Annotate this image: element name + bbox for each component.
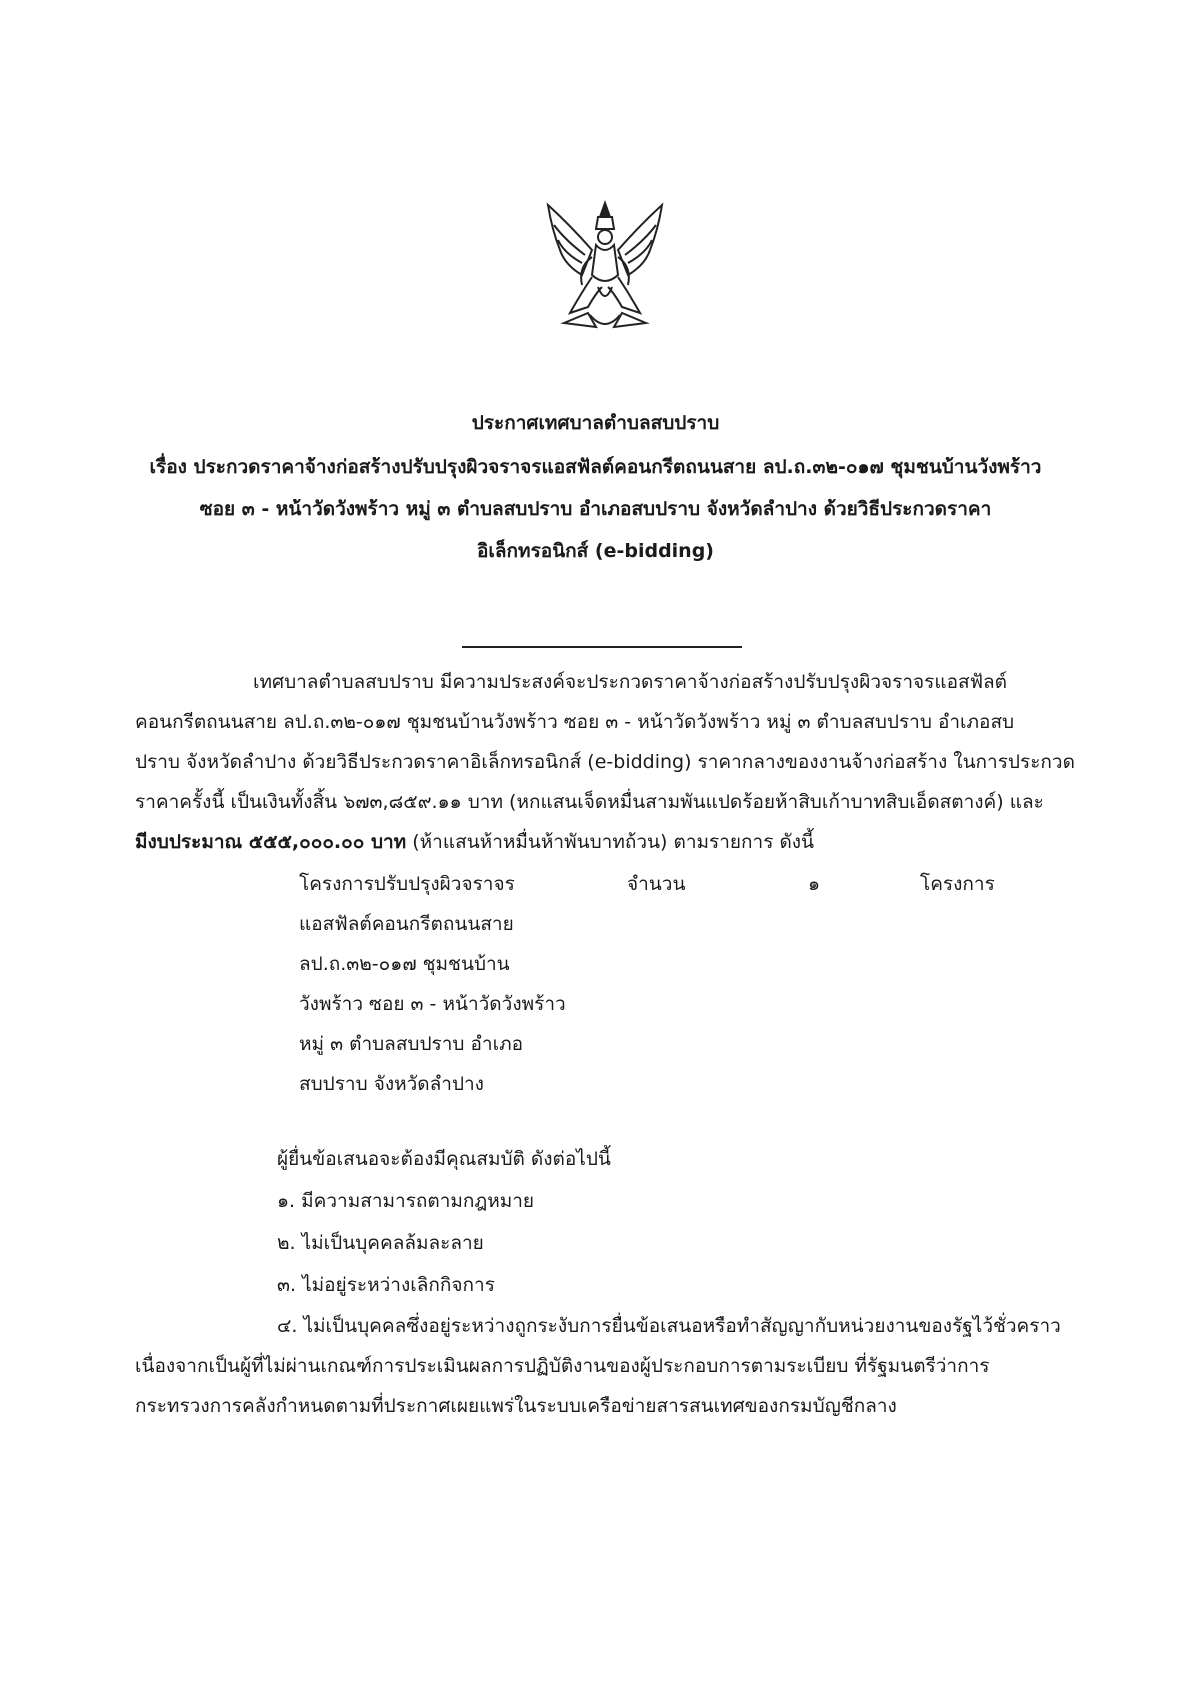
subject-line-3: อิเล็กทรอนิกส์ (e-bidding): [477, 540, 714, 562]
item-unit: โครงการ: [920, 873, 995, 895]
qualification-2: ๒. ไม่เป็นบุคคลล้มละลาย: [277, 1232, 484, 1254]
paragraph-1-line-2: คอนกรีตถนนสาย ลป.ถ.๓๒-๐๑๗ ชุมชนบ้านวังพร้าว ซอย ๓ - หน้าวัดวังพร้าว หมู่ ๓ ตำบลสบปราบ อำเภอสบ: [135, 711, 1015, 733]
qualification-4-line-1: ๔. ไม่เป็นบุคคลซึ่งอยู่ระหว่างถูกระงับการยื่นข้อเสนอหรือทำสัญญากับหน่วยงานของรัฐไว้ชั่วคราว: [277, 1315, 1061, 1337]
item-name-line-5: หมู่ ๓ ตำบลสบปราบ อำเภอ: [299, 1033, 524, 1055]
item-name-line-4: วังพร้าว ซอย ๓ - หน้าวัดวังพร้าว: [299, 993, 566, 1015]
paragraph-1-line-3: ปราบ จังหวัดลำปาง ด้วยวิธีประกวดราคาอิเล็กทรอนิกส์ (e-bidding) ราคากลางของงานจ้างก่อสร้าง ในการประกวด: [135, 751, 1075, 773]
budget-amount: มีงบประมาณ ๕๕๕,๐๐๐.๐๐ บาท: [135, 831, 407, 853]
qualifications-intro: ผู้ยื่นข้อเสนอจะต้องมีคุณสมบัติ ดังต่อไปนี้: [277, 1148, 611, 1170]
paragraph-1-line-5: [135, 827, 814, 857]
qualification-3: ๓. ไม่อยู่ระหว่างเลิกกิจการ: [277, 1274, 495, 1296]
item-qty-value: ๑: [808, 873, 821, 895]
subject-line-1: เรื่อง ประกวดราคาจ้างก่อสร้างปรับปรุงผิวจราจรแอสฟัลต์คอนกรีตถนนสาย ลป.ถ.๓๒-๐๑๗ ชุมชนบ้านวังพร้าว: [149, 456, 1042, 478]
qualification-4-line-2: เนื่องจากเป็นผู้ที่ไม่ผ่านเกณฑ์การประเมินผลการปฏิบัติงานของผู้ประกอบการตามระเบียบ ที่รัฐมนตรีว่าการ: [135, 1355, 990, 1377]
item-qty-label: จำนวน: [627, 873, 686, 895]
item-name-line-6: สบปราบ จังหวัดลำปาง: [299, 1073, 484, 1095]
qualification-4-line-3: กระทรวงการคลังกำหนดตามที่ประกาศเผยแพร่ในระบบเครือข่ายสารสนเทศของกรมบัญชีกลาง: [135, 1395, 897, 1417]
qualification-1: ๑. มีความสามารถตามกฎหมาย: [277, 1190, 535, 1212]
subject-line-2: ซอย ๓ - หน้าวัดวังพร้าว หมู่ ๓ ตำบลสบปราบ อำเภอสบปราบ จังหวัดลำปาง ด้วยวิธีประกวดราคา: [199, 498, 992, 520]
announcement-title: ประกาศเทศบาลตำบลสบปราบ: [471, 412, 720, 434]
item-name-line-2: แอสฟัลต์คอนกรีตถนนสาย: [299, 913, 514, 935]
item-name-line-1: โครงการปรับปรุงผิวจราจร: [299, 873, 515, 895]
title-divider: [462, 646, 742, 648]
budget-amount-words: (ห้าแสนห้าหมื่นห้าพันบาทถ้วน) ตามรายการ ดังนี้: [406, 831, 815, 853]
item-name-line-3: ลป.ถ.๓๒-๐๑๗ ชุมชนบ้าน: [299, 953, 510, 975]
paragraph-1-line-4: ราคาครั้งนี้ เป็นเงินทั้งสิ้น ๖๗๓,๘๕๙.๑๑ บาท (หกแสนเจ็ดหมื่นสามพันแปดร้อยห้าสิบเก้าบาทสิบเอ็ดสตางค์) และ: [135, 791, 1044, 813]
paragraph-1-line-1: เทศบาลตำบลสบปราบ มีความประสงค์จะประกวดราคาจ้างก่อสร้างปรับปรุงผิวจราจรแอสฟัลต์: [253, 671, 1008, 693]
garuda-emblem-icon: [530, 195, 680, 345]
